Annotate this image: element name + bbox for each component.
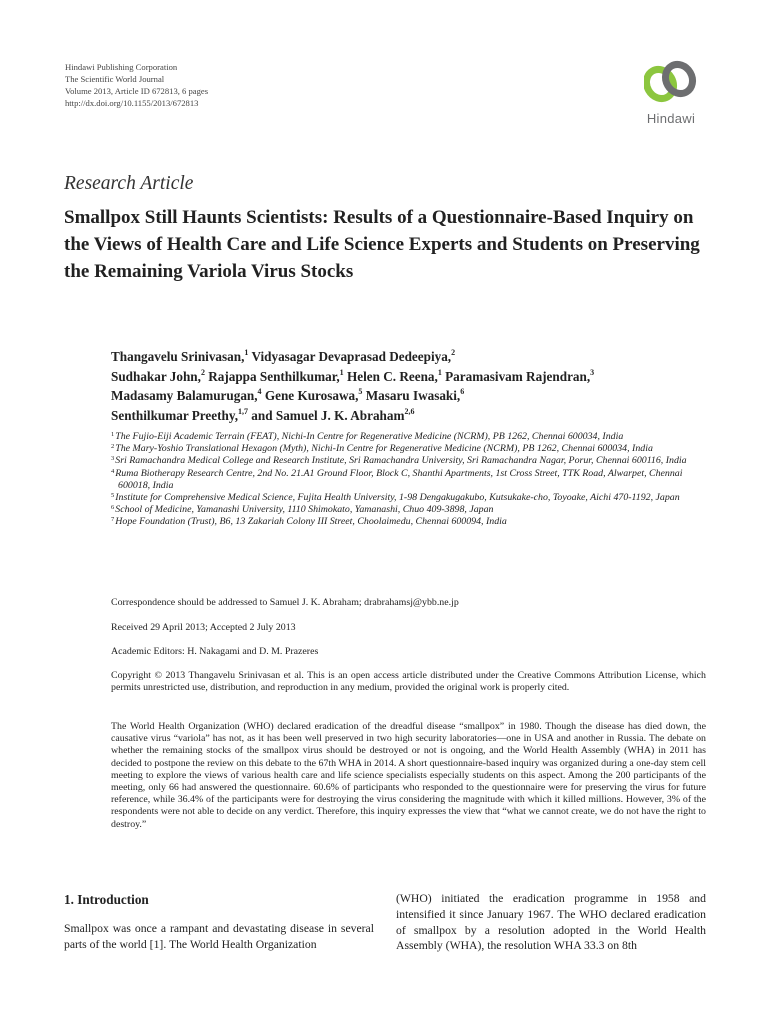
received-dates: Received 29 April 2013; Accepted 2 July 2013 bbox=[111, 622, 296, 633]
author-list bbox=[111, 347, 711, 425]
article-type: Research Article bbox=[64, 173, 194, 194]
journal-name: The Scientific World Journal bbox=[65, 74, 165, 84]
correspondence: Correspondence should be addressed to Samuel J. K. Abraham; drabrahamsj@ybb.ne.jp bbox=[111, 597, 459, 608]
academic-editors: Academic Editors: H. Nakagami and D. M. Prazeres bbox=[111, 646, 319, 657]
author: Madasamy Balamurugan,$^4$ bbox=[111, 387, 262, 403]
author: Gene Kurosawa,$^5$ bbox=[264, 387, 363, 403]
abstract: The World Health Organization (WHO) declared eradication of the dreadful disease “smallpox” in 1980. Though the disease has died down, the causative virus “variola” has not, as it has been well preserved in two high security laboratories—one in USA and another in Russia. The debate on whether the remaining stocks of the smallpox virus should be destroyed or not is ongoing, and the World Health Assembly (WHA) in 2011 has decided to postpone the review on this debate to the 67th WHA in 2014. A short questionnaire-based inquiry was organized during a one-day stem cell meeting to explore the views of various health care and life science specialists especially students on this aspect. Among the 200 participants of the meeting, only 66 had answered the questionnaire. 60.6% of participants who responded to the questionnaire were for preserving the virus for future reference, while 36.4% of the participants were for destroying the virus considering the magnitude with which it killed millions. However, 3% of the respondents were not able to decide on any verdict. Therefore, this inquiry expresses the view that “what we cannot create, we do not have the right to destroy.” bbox=[111, 721, 706, 830]
journal-header bbox=[65, 61, 208, 109]
affiliation-list bbox=[111, 431, 716, 529]
author: Rajappa Senthilkumar,$^1$ bbox=[208, 367, 344, 384]
author: Masaru Iwasaki,$^6$ bbox=[365, 387, 465, 403]
author: Paramasivam Rajendran,$^3$ bbox=[445, 367, 595, 384]
author: Vidyasagar Devaprasad Dedeepiya,$^2$ bbox=[251, 348, 456, 364]
body-text-left-column: Smallpox was once a rampant and devastating disease in several parts of the world [1]. The World Health Organization bbox=[64, 922, 374, 951]
hindawi-logo-icon bbox=[644, 58, 698, 104]
affiliation: $^2$The Mary-Yoshio Translational Hexagon (Myth), Nichi-In Centre for Regenerative Medicine (NCRM), PB 1262, Chennai 600034, India bbox=[111, 443, 653, 455]
volume-info: Volume 2013, Article ID 672813, 6 pages bbox=[65, 86, 209, 96]
section-heading: 1. Introduction bbox=[64, 892, 149, 907]
publisher-name: Hindawi Publishing Corporation bbox=[65, 62, 178, 72]
hindawi-logo bbox=[631, 58, 711, 126]
body-text-right-column: (WHO) initiated the eradication programme in 1958 and intensified it since January 1967. The WHO declared eradication of smallpox by a resolution adopted in the World Health Assembly (WHA), the resolution WHA 33.3 on 8th bbox=[396, 892, 706, 953]
doi-link[interactable]: http://dx.doi.org/10.1155/2013/672813 bbox=[65, 98, 199, 108]
article-title: Smallpox Still Haunts Scientists: Results of a Questionnaire-Based Inquiry on the Views of Health Care and Life Science Experts and Students on Preserving the Remaining Variola Virus Stocks bbox=[64, 207, 700, 282]
author: Thangavelu Srinivasan,$^1$ bbox=[111, 348, 249, 364]
affiliation: $^6$School of Medicine, Yamanashi University, 1110 Shimokato, Yamanashi, Chuo 409-3898, Japan bbox=[111, 504, 494, 516]
affiliation: $^4$Ruma Biotherapy Research Centre, 2nd No. 21.A1 Ground Floor, Block C, Shanthi Apartments, 1st Cross Street, TTK Road, Alwarpet, Chennai 600018, India bbox=[111, 467, 683, 491]
author: Helen C. Reena,$^1$ bbox=[346, 367, 442, 384]
affiliation: $^7$Hope Foundation (Trust), B6, 13 Zakariah Colony III Street, Choolaimedu, Chennai 600094, India bbox=[111, 516, 507, 528]
copyright-notice: Copyright © 2013 Thangavelu Srinivasan et al. This is an open access article distributed under the Creative Commons Attribution License, which permits unrestricted use, distribution, and reproduction in any medium, provided the original work is properly cited. bbox=[111, 670, 706, 694]
hindawi-logo-text: Hindawi bbox=[646, 111, 696, 126]
author: and Samuel J. K. Abraham$^{2,6}$ bbox=[251, 406, 415, 423]
affiliation: $^1$The Fujio-Eiji Academic Terrain (FEAT), Nichi-In Centre for Regenerative Medicine (NCRM), PB 1262, Chennai 600034, India bbox=[111, 431, 624, 442]
affiliation: $^3$Sri Ramachandra Medical College and Research Institute, Sri Ramachandra University, Sri Ramachandra Nagar, Porur, Chennai 600116, India bbox=[111, 455, 687, 467]
affiliation: $^5$Institute for Comprehensive Medical Science, Fujita Health University, 1-98 Dengakugakubo, Kutsukake-cho, Toyoake, Aichi 470-1192, Japan bbox=[111, 492, 680, 504]
author: Sudhakar John,$^2$ bbox=[111, 367, 205, 384]
author: Senthilkumar Preethy,$^{1,7}$ bbox=[111, 406, 248, 423]
